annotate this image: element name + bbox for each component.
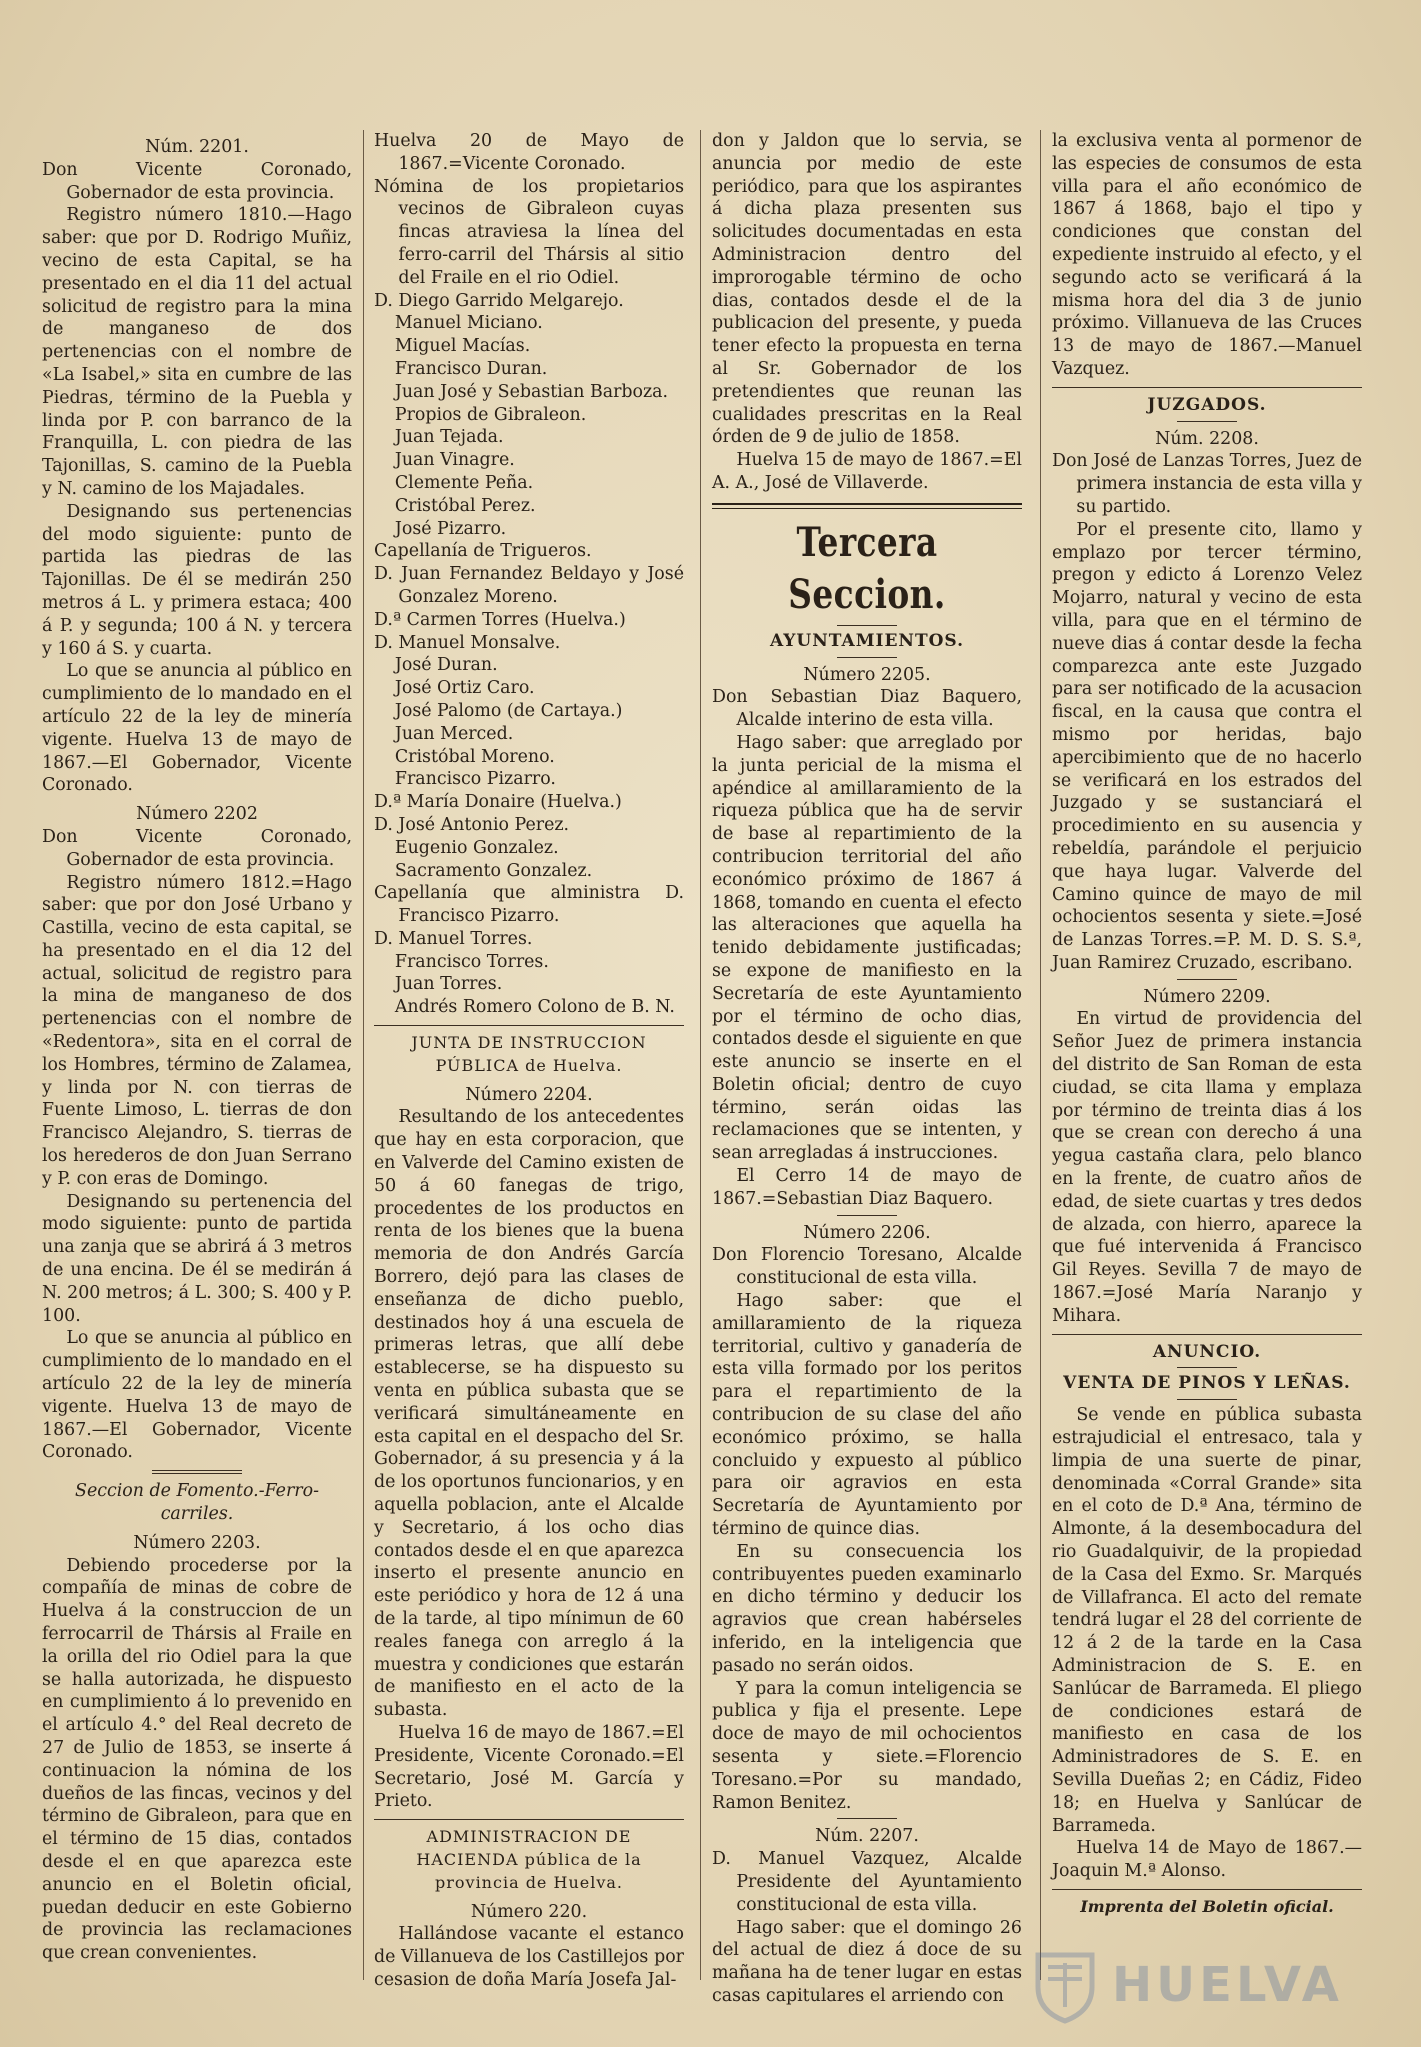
notice-paragraph: Hago saber: que el amillaramiento de la riqueza territorial, cultivo y ganadería de esta villa formado por los peritos para el repartimiento de la contribucion de su clase del año económico próximo, se halla concluido y expuesto al público para oir agravios en esta Secretaría de Ayuntamiento por término de quince dias. [712,1291,1022,1540]
notice-paragraph: Registro número 1810.—Hago saber: que por D. Rodrigo Muñiz, vecino de esta Capital, se ha presentado en el dia 11 del actual solicitud de registro para la mina de manganeso de dos pertenencias con el nombre de «La Isabel,» sita en cumbre de las Piedras, término de la Puebla y linda por P. con barranco de la Franquilla, L. con piedra de las Tajonillas, S. camino de la Puebla y N. camino de los Majadales. [42,205,352,499]
notice-date: Huelva 20 de Mayo de 1867.=Vicente Coronado. [374,131,684,174]
notice-paragraph: Lo que se anuncia al público en cumplimiento de lo mandado en el artículo 22 de la ley de minería vigente. Huelva 13 de mayo de 1867.—El Gobernador, Vicente Coronado. [42,1328,352,1463]
owner-name: Clemente Peña. [394,472,534,493]
notice-paragraph: Debiendo procederse por la compañía de minas de cobre de Huelva á la construccion de un ferrocarril de Thársis al Fraile en la orilla del rio Odiel para la que se halla autorizada, he dispuesto en cumplimiento á lo prevenido en el artículo 4.° del Real decreto de 27 de Julio de 1853, se inserte á continuacion la nómina de los dueños de las fincas, vecinos y del término de Gibraleon, para que en el término de 15 dias, contados desde el en que aparezca este anuncio en el Boletin oficial, puedan deducir en este Gobierno de provincia las reclamaciones que crean convenientes. [42,1555,352,1964]
separator-rule [1177,1399,1237,1400]
institution-heading: JUNTA DE INSTRUCCION PÚBLICA de Huelva. [411,1033,647,1075]
watermark-text: HUELVA [1112,1957,1343,2013]
owner-name: Juan Torres. [394,974,503,995]
owner-name: Juan Merced. [394,723,514,744]
owner-name: Juan Vinagre. [394,450,515,471]
separator-rule [837,1215,897,1216]
owner-name: Juan Tejada. [394,427,504,448]
separator-rule [374,1025,684,1026]
owner-name: D. Manuel Torres. [374,928,533,949]
separator-rule [837,657,897,658]
owner-name: D. Manuel Monsalve. [374,632,561,653]
owner-name: D. Diego Garrido Melgarejo. [374,290,624,311]
notice-paragraph: Registro número 1812.=Hago saber: que por don José Urbano y Castilla, vecino de esta capital, se ha presentado en el dia 12 del actual, solicitud de registro para la mina de manganeso de dos pertenencias con el nombre de «Redentora», sita en el corral de los Hombres, término de Zalamea, y linda por N. con tierras de Fuente Limoso, L. tierras de don Francisco Alejandro, S. tierras de los herederos de don Juan Serrano y P. con eras de Domingo. [42,872,352,1189]
owner-name: D.ª Carmen Torres (Huelva.) [374,609,626,630]
ad-heading: VENTA DE PINOS Y LEÑAS. [1063,1373,1351,1394]
notice-paragraph: Lo que se anuncia al público en cumplimiento de lo mandado en el artículo 22 de la ley de minería vigente. Huelva 13 de mayo de 1867.—El Gobernador, Vicente Coronado. [42,661,352,796]
notice-paragraph: Hago saber: que el domingo 26 del actual de diez á doce de su mañana ha de tener lugar en estas casas capitulares el arriendo con [712,1917,1022,2006]
notice-paragraph: Designando sus pertenencias del modo siguiente: punto de partida las piedras de las Tajonillas. De él se medirán 250 metros á L. y primera estaca; 400 á P. y segunda; 100 á N. y tercera y 160 á S. y cuarta. [42,501,352,659]
notice-number: Número 2209. [1143,986,1271,1007]
owner-name: Capellanía de Trigueros. [374,541,592,562]
owner-name: D. Juan Fernandez Beldayo y José Gonzalez Moreno. [374,564,684,607]
owner-name: Manuel Miciano. [394,313,543,334]
owner-name: Cristóbal Perez. [394,495,536,516]
section-heading: ANUNCIO. [1152,1341,1262,1362]
notice-header: Don Florencio Toresano, Alcalde constitucional de esta villa. [712,1245,1022,1289]
notice-paragraph: En virtud de providencia del Señor Juez de primera instancia del distrito de San Roman de esta ciudad, se cita llama y emplaza por término de treinta dias á los que se crean con derecho á una yegua castaña clara, pelo blanco en la frente, de cuatro años de edad, de siete cuartas y tres dedos de alzada, con hierro, aparece la que fué intervenida á Francisco Gil Reyes. Sevilla 7 de mayo de 1867.=José María Naranjo y Mihara. [1052,1009,1362,1326]
notice-header: Don Vicente Coronado, Gobernador de esta provincia. [42,159,352,203]
notice-paragraph: Designando su pertenencia del modo siguiente: punto de partida una zanja que se abrirá á 3 metros de una encina. De él se medirán á N. 200 metros; á L. 300; S. 400 y P. 100. [42,1191,352,1326]
owner-name: D. José Antonio Perez. [374,814,570,835]
notice-paragraph: Se vende en pública subasta estrajudicial el entresaco, tala y limpia de una suerte de pinar, denominada «Corral Grande» sita en el coto de D.ª Ana, término de Almonte, á la desembocadura del rio Guadalquivir, de la propiedad de la Casa del Exmo. Sr. Marqués de Villafranca. El acto del remate tendrá lugar el 28 del corriente de 12 á 2 de la tarde en la Casa Administracion de S. E. en Sanlúcar de Barrameda. El pliego de condiciones estará de manifiesto en casa de los Administradores de S. E. en Sevilla Dueñas 2; en Cádiz, Fideo 18; en Huelva y Sanlúcar de Barrameda. [1052,1405,1362,1836]
separator-rule [1177,421,1237,422]
column-divider [363,130,364,1980]
notice-paragraph: En su consecuencia los contribuyentes pueden examinarlo en dicho término y deducir los agravios que crean habérseles inferido, en la inteligencia que pasado no serán oidos. [712,1541,1022,1676]
column-divider [700,130,701,1980]
notice-number: Número 2205. [803,664,931,685]
notice-number: Número 2204. [465,1084,593,1105]
separator-rule [837,1818,897,1819]
owner-name: José Palomo (de Cartaya.) [394,700,623,721]
section-title: Tercera Seccion. [788,518,946,618]
notice-date: El Cerro 14 de mayo de 1867.=Sebastian Diaz Baquero. [712,1166,1022,1209]
owner-name: Sacramento Gonzalez. [394,860,593,881]
owner-name: José Pizarro. [394,518,507,539]
owner-name: Andrés Romero Colono de B. N. [394,997,675,1018]
notice-number: Núm. 2208. [1155,428,1259,449]
separator-rule [1177,1367,1237,1368]
separator-rule [152,1470,242,1474]
institution-heading: ADMINISTRACION DE HACIENDA pública de la provincia de Huelva. [416,1827,642,1892]
column-divider [1040,130,1041,1980]
notice-paragraph: Por el presente cito, llamo y emplazo por tercer término, pregon y edicto á Lorenzo Velez Mojarro, natural y vecino de esta villa, para que en el término de nueve dias á contar desde la fecha comparezca ante este Juzgado para ser notificado de la acusacion fiscal, en la causa que contra el mismo por heridas, bajo apercibimiento que de no hacerlo se verificará en los estrados del Juzgado y se sustanciará el procedimiento en su ausencia y rebeldía, parándole el perjuicio que haya lugar. Valverde del Camino quince de mayo de mil ochocientos sesenta y siete.=José de Lanzas Torres.=P. M. D. S. S.ª, Juan Ramirez Cruzado, escribano. [1052,519,1362,973]
owner-name: José Ortiz Caro. [394,678,535,699]
column-3 [712,130,1022,2006]
column-1 [42,130,352,1990]
notice-date: Huelva 14 de Mayo de 1867.—Joaquin M.ª Alonso. [1052,1838,1362,1882]
notice-number: Número 2203. [133,1532,261,1553]
archive-watermark [1030,1945,1360,2025]
notice-paragraph: Hago saber: que arreglado por la junta pericial de la misma el apéndice al amillaramiento de la riqueza pública que ha de servir de base al repartimiento de la contribucion territorial del año económico próximo de 1867 á 1868, tomando en cuenta el efecto las alteraciones que aquella ha tenido debidamente justificadas; se expone de manifiesto en la Secretaría de este Ayuntamiento por el término de ocho dias, contados desde el siguiente en que este anuncio se inserte en el Boletin oficial; dentro de cuyo término, serán oidas las reclamaciones que se intenten, y sean arregladas á instrucciones. [712,732,1022,1164]
notice-number: Número 2206. [803,1222,931,1243]
separator-rule [1052,1889,1362,1890]
column-4 [1052,130,1362,1990]
notice-paragraph: Resultando de los antecedentes que hay en esta corporacion, que en Valverde del Camino existen de 50 á 60 fanegas de trigo, procedentes de los productos en renta de los bienes que la buena memoria de don Andrés García Borrero, dejó para las clases de enseñanza de dicho pueblo, destinados hoy á una escuela de primeras letras, que allí debe establecerse, se ha dispuesto su venta en pública subasta que se verificará simultáneamente en esta capital en el despacho del Sr. Gobernador, á su presencia y á la de los oportunos funcionarios, y en aquella poblacion, ante el Alcalde y Secretario, á los ocho dias contados desde el en que aparezca inserto el presente anuncio en este periódico y hora de 12 á una de la tarde, al tipo mínimun de 60 reales fanega con arreglo á la muestra y condiciones que estarán de manifiesto en el acto de la subasta. [374,1107,684,1721]
owner-list [374,290,684,1020]
notice-paragraph: Hallándose vacante el estanco de Villanueva de los Castillejos por cesasion de doña María Josefa Jal- [374,1924,684,1990]
owner-name: José Duran. [394,655,498,676]
coat-of-arms-icon [1030,1945,1100,2025]
notice-number: Número 220. [470,1901,588,1922]
nomina-heading: Nómina de los propietarios vecinos de Gibraleon cuyas fincas atraviesa la línea del ferro-carril del Thársis al sitio del Fraile en el rio Odiel. [374,176,684,288]
owner-name: Miguel Macías. [394,336,531,357]
separator-rule [1052,387,1362,388]
notice-header: Don Sebastian Diaz Baquero, Alcalde interino de esta villa. [712,687,1022,731]
notice-date: Huelva 15 de mayo de 1867.=El A. A., José de Villaverde. [712,450,1022,493]
column-2 [374,130,684,1990]
separator-rule [374,1819,684,1820]
notice-header: D. Manuel Vazquez, Alcalde Presidente del Ayuntamiento constitucional de esta villa. [712,1849,1022,1915]
printer-imprint: Imprenta del Boletin oficial. [1080,1896,1334,1916]
owner-name: Capellanía que alministra D. Francisco Pizarro. [374,883,684,927]
owner-name: Eugenio Gonzalez. [394,837,559,858]
section-heading: JUZGADOS. [1147,394,1267,415]
notice-paragraph: Y para la comun inteligencia se publica y fija el presente. Lepe doce de mayo de mil ochocientos sesenta y siete.=Florencio Toresano.=Por su mandado, Ramon Benitez. [712,1678,1022,1813]
section-subheading: Seccion de Fomento.-Ferro-carriles. [75,1481,319,1525]
separator-rule [1177,979,1237,980]
owner-name: D.ª María Donaire (Huelva.) [374,792,622,813]
owner-name: Francisco Torres. [394,951,549,972]
owner-name: Propios de Gibraleon. [394,404,587,425]
owner-name: Francisco Duran. [394,358,548,379]
separator-rule [837,625,897,626]
notice-header: Don Vicente Coronado, Gobernador de esta provincia. [42,826,352,870]
notice-date: Huelva 16 de mayo de 1867.=El Presidente, Vicente Coronado.=El Secretario, José M. García y Prieto. [374,1722,684,1812]
owner-name: Juan José y Sebastian Barboza. [394,381,669,402]
notice-paragraph: la exclusiva venta al pormenor de las especies de consumos de esta villa para el año económico de 1867 á 1868, bajo el tipo y condiciones que constan del expediente instruido al efecto, y el segundo acto se verificará á la misma hora del dia 3 de junio próximo. Villanueva de las Cruces 13 de mayo de 1867.—Manuel Vazquez. [1052,131,1362,379]
owner-name: Francisco Pizarro. [394,769,556,790]
notice-number: Núm. 2201. [145,137,249,157]
separator-rule [712,503,1022,509]
notice-paragraph: don y Jaldon que lo servia, se anuncia por medio de este periódico, para que los aspirantes á dicha plaza presenten sus solicitudes documentadas en esta Administracion dentro del improrogable término de ocho dias, contados desde el de la publicacion del presente, y pueda tener efecto la propuesta en terna al Sr. Gobernador de los pretendientes que reunan las cualidades prescritas en la Real órden de 9 de julio de 1858. [712,131,1022,448]
notice-number: Núm. 2207. [815,1826,919,1847]
notice-header: Don José de Lanzas Torres, Juez de primera instancia de esta villa y su partido. [1052,451,1362,517]
notice-number: Número 2202 [136,804,258,825]
section-heading: AYUNTAMIENTOS. [769,630,965,651]
owner-name: Cristóbal Moreno. [394,746,555,767]
separator-rule [1052,1334,1362,1335]
